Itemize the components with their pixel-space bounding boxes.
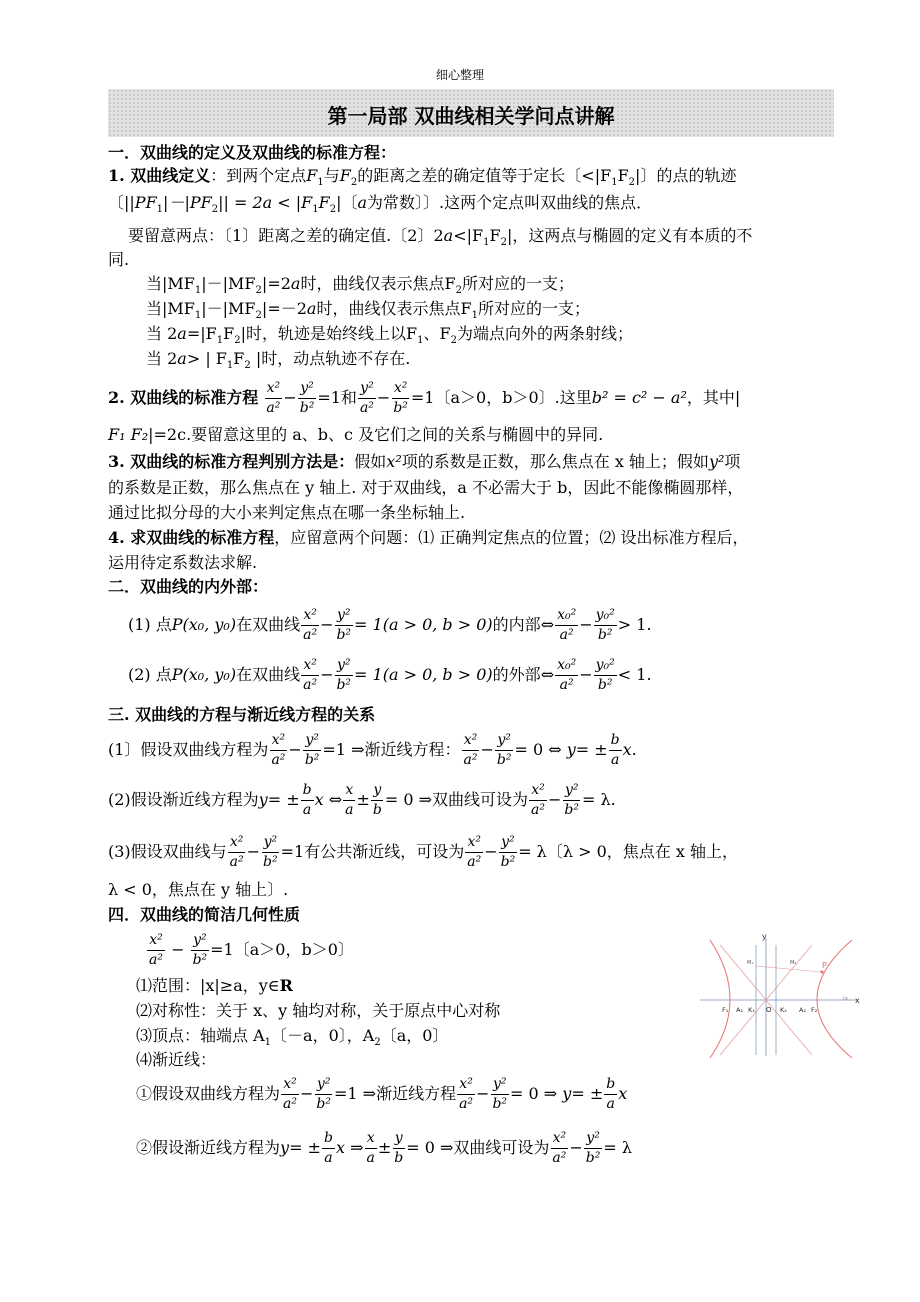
p-label: P bbox=[822, 961, 827, 970]
case-4: 当 2a> | $F_1F_2$ |时，动点轨迹不存在. bbox=[146, 349, 411, 372]
y-label: y bbox=[762, 932, 767, 941]
hyperbola-left-branch bbox=[710, 940, 730, 1058]
section4-heading: 四．双曲线的简洁几何性质 bbox=[108, 905, 301, 924]
hyperbola-figure bbox=[700, 930, 868, 1060]
section1-heading: 一．双曲线的定义及双曲线的标准方程： bbox=[108, 143, 397, 162]
section4-equation: $\frac{\text{x²}}{\text{a²}}$ − $\frac{\text{y²}}{\text{b²}}$ =1〔a＞0，b＞0〕 bbox=[149, 932, 354, 968]
k2-label: K₂ bbox=[780, 1006, 787, 1014]
point-p bbox=[821, 971, 824, 974]
inner-region-line: (1) 点P(x₀, y₀)在双曲线 $\frac{\text{x²}}{\text{a²}}$ − $\frac{\text{y²}}{\text{b²}}$ = 1(a > 0, b > 0)的内部⇔ $\frac{\text{x₀²}}{\text{a²}}$ − $\frac{\text{y₀²}}{\text{b²}}$ > 1. bbox=[128, 607, 652, 643]
asymptote-line4: λ < 0，焦点在 y 轴上〕. bbox=[108, 880, 289, 899]
case-3: 当 $2a=|F_1F_2|$时，轨迹是始终线上以$F_1$、$F_2$为端点向外的两条射线； bbox=[146, 324, 633, 347]
property-asymptote: ⑷渐近线： bbox=[136, 1050, 217, 1069]
definition-line1: 1. 双曲线定义：到两个定点$F_1$与$F_2$的距离之差的确定值等于定长〔$<|F_1F_2|$〕的点的轨迹 bbox=[108, 166, 737, 189]
asymptote-line2: (2)假设渐近线方程为y= ± $\frac{b}{a}$ x ⇔ $\frac{x}{a}$ ± $\frac{y}{b}$ = 0 ⇒双曲线可设为 $\frac{\text{x²}}{\text{a²}}$ − $\frac{\text{y²}}{\text{b²}}$ = λ. bbox=[108, 782, 616, 818]
method-line3: 通过比拟分母的大小来判定焦点在哪一条坐标轴上. bbox=[108, 503, 466, 522]
standard-equation-line: 2. 双曲线的标准方程 $\frac{\text{x²}}{\text{a²}}$ − $\frac{\text{y²}}{\text{b²}}$ =1和 $\frac{\text{y²}}{\text{a²}}$ − $\frac{\text{x²}}{\text{b²}}$ =1〔a＞0，b＞0〕.这里b² = c² − a²，其中| bbox=[108, 380, 741, 416]
section2-heading: 二．双曲线的内外部： bbox=[108, 577, 269, 596]
o-label: O bbox=[766, 1006, 772, 1014]
property-vertex: ⑶顶点：轴端点 $A_1$〔－a，0〕，$A_2$〔a，0〕 bbox=[136, 1026, 449, 1049]
property-range: ⑴范围：|x|≥a，y∈R bbox=[136, 976, 293, 995]
section3-heading: 三. 双曲线的方程与渐近线方程的关系 bbox=[108, 705, 376, 724]
property-symmetry: ⑵对称性：关于 x、y 轴均对称，关于原点中心对称 bbox=[136, 1001, 501, 1020]
asymptote-case2: ②假设渐近线方程为y= ± $\frac{b}{a}$ x ⇒ $\frac{x}{a}$ ± $\frac{y}{b}$ = 0 ⇒双曲线可设为 $\frac{\text{x²}}{\text{a²}}$ − $\frac{\text{y²}}{\text{b²}}$ = λ bbox=[136, 1130, 632, 1166]
case-2: 当$|MF_1|-|MF_2|=-2a$时，曲线仅表示焦点$F_1$所对应的一支； bbox=[146, 299, 590, 322]
note-line2: 同. bbox=[108, 250, 130, 269]
outer-region-line: (2) 点P(x₀, y₀)在双曲线 $\frac{\text{x²}}{\text{a²}}$ − $\frac{\text{y²}}{\text{b²}}$ = 1(a > 0, b > 0)的外部⇔ $\frac{\text{x₀²}}{\text{a²}}$ − $\frac{\text{y₀²}}{\text{b²}}$ < 1. bbox=[128, 657, 652, 693]
f2-label: F₂ bbox=[811, 1006, 818, 1014]
x-label: x bbox=[855, 996, 860, 1005]
asymptote-line1: (1〕假设双曲线方程为 $\frac{\text{x²}}{\text{a²}}$ − $\frac{\text{y²}}{\text{b²}}$ =1 ⇒渐近线方程： $\frac{\text{x²}}{\text{a²}}$ − $\frac{\text{y²}}{\text{b²}}$ = 0 ⇔ y= ± $\frac{b}{a}$ x. bbox=[108, 732, 637, 768]
note-line: 要留意两点：〔1〕距离之差的确定值.〔2〕$2a<|F_1F_2|$，这两点与椭圆的定义有本质的不 bbox=[128, 226, 753, 249]
page-header: 细心整理 bbox=[435, 68, 484, 82]
page-title: 第一局部 双曲线相关学问点讲解 bbox=[327, 104, 615, 128]
standard-equation-line2: F₁ F₂|=2c.要留意这里的 a、b、c 及它们之间的关系与椭圆中的异同. bbox=[108, 425, 604, 444]
a2-label: A₂ bbox=[799, 1006, 807, 1014]
method-line2: 的系数是正数，那么焦点在 y 轴上. 对于双曲线，a 不必需大于 b，因此不能像椭圆那样， bbox=[108, 478, 744, 497]
method-line1: 3. 双曲线的标准方程判别方法是：假如x²项的系数是正数，那么焦点在 x 轴上；假如y²项 bbox=[108, 452, 741, 471]
m1-label: M₁ bbox=[747, 960, 754, 966]
k1-label: K₁ bbox=[748, 1006, 755, 1014]
asymptote-line3: (3)假设双曲线与 $\frac{\text{x²}}{\text{a²}}$ − $\frac{\text{y²}}{\text{b²}}$ =1有公共渐近线，可设为 $\frac{\text{x²}}{\text{a²}}$ − $\frac{\text{y²}}{\text{b²}}$ = λ〔λ > 0，焦点在 x 轴上， bbox=[108, 834, 738, 870]
case-1: 当$|MF_1|-|MF_2|=2a$时，曲线仅表示焦点$F_2$所对应的一支； bbox=[146, 274, 574, 297]
solve-line2: 运用待定系数法求解. bbox=[108, 553, 258, 572]
m2-label: M₂ bbox=[790, 960, 797, 966]
x-tick: (x bbox=[843, 996, 848, 1002]
solve-line1: 4. 求双曲线的标准方程，应留意两个问题：⑴ 正确判定焦点的位置；⑵ 设出标准方程后， bbox=[108, 528, 749, 547]
f1-label: F₁ bbox=[722, 1006, 729, 1014]
a1-label: A₁ bbox=[736, 1006, 744, 1014]
asymptote-case1: ①假设双曲线方程为 $\frac{\text{x²}}{\text{a²}}$ − $\frac{\text{y²}}{\text{b²}}$ =1 ⇒渐近线方程 $\frac{\text{x²}}{\text{a²}}$ − $\frac{\text{y²}}{\text{b²}}$ = 0 ⇒ y= ± $\frac{b}{a}$ x bbox=[136, 1076, 628, 1112]
definition-line2: 〔$||PF_1|-|PF_2|| = 2a < |F_1F_2|$〔a为常数〕〕.这两个定点叫双曲线的焦点． bbox=[108, 193, 653, 216]
